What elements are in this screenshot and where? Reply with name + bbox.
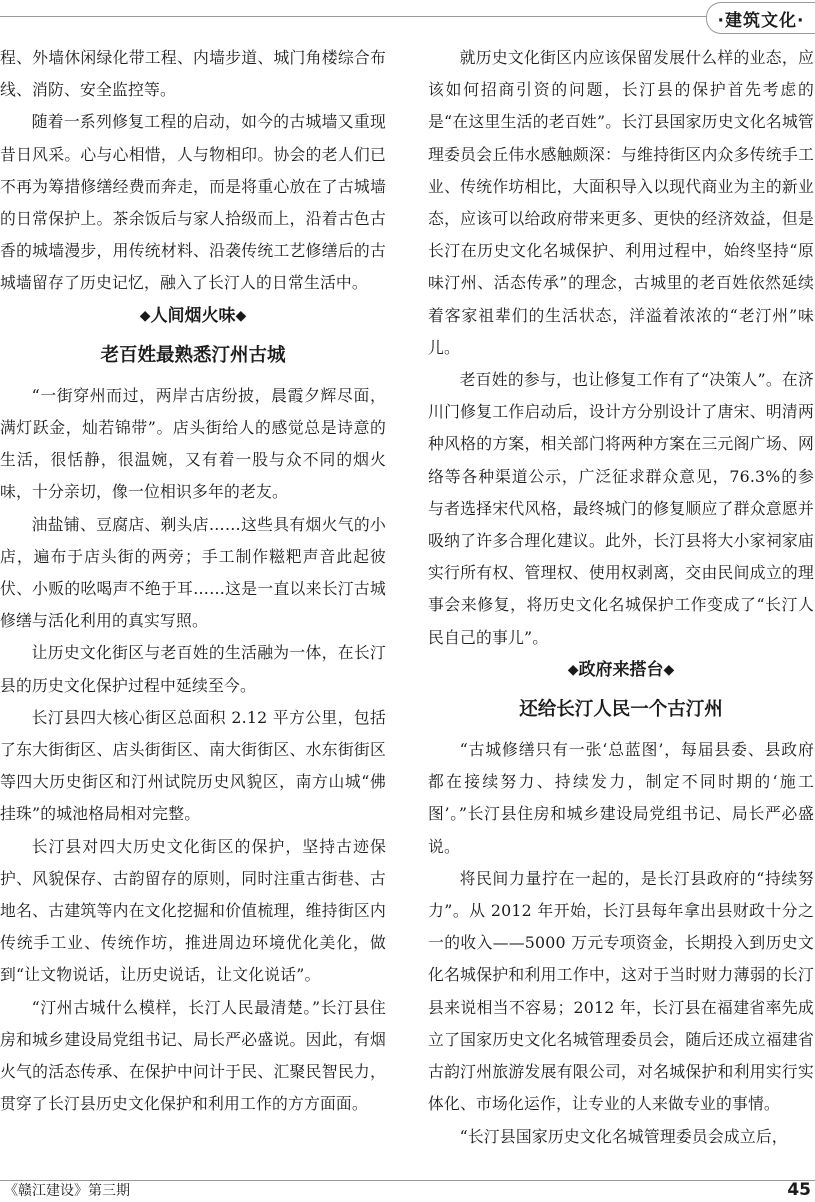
paragraph: “古城修缮只有一张‘总蓝图’，每届县委、县政府都在接续努力、持续发力，制定不同时期的‘施工图’。”长汀县住房和城乡建设局党组书记、局长严必盛说。	[428, 740, 814, 856]
header-rule	[0, 16, 712, 17]
paragraph: “一街穿州而过，两岸古店纷披，晨霞夕辉尽面，满灯跃金，灿若锦带”。店头街给人的感觉总是诗意的生活，很恬静，很温婉，又有着一股与众不同的烟火味，十分亲切，像一位相识多年的老友。	[0, 385, 386, 502]
section-headline: 老百姓最熟悉汀州古城	[100, 344, 286, 366]
section-tag: ·建筑文化·	[706, 2, 815, 34]
paragraph: 将民间力量拧在一起的，是长汀县政府的“持续努力”。从 2012 年开始，长汀县每年拿出县财政十分之一的收入——5000 万元专项资金，长期投入到历史文化名城保护和利用工作中，这对于当时财力薄弱的长汀县来说相当不容易；2012 年，长汀县在福建省率先成立了国家历史文化名城管理委员会，随后还成立福建省古韵汀州旅游发展有限公司，对名城保护和利用实行实体化、市场化运作，让专业的人来做专业的事情。	[428, 868, 814, 1114]
journal-name: 《赣江建设》第三期	[4, 1183, 130, 1199]
section-subheading	[0, 300, 386, 332]
paragraph: “长汀县国家历史文化名城管理委员会成立后，	[459, 1126, 788, 1146]
paragraph: 长汀县对四大历史文化街区的保护，坚持古迹保护、风貌保存、古韵留存的原则，同时注重古街巷、古地名、古建筑等内在文化挖掘和价值梳理，维持街区内传统手工业、传统作坊，推进周边环境优化美化，做到“让文物说话，让历史说话，让文化说话”。	[0, 836, 386, 985]
left-column	[0, 42, 386, 1121]
paragraph: 油盐铺、豆腐店、剃头店……这些具有烟火气的小店，遍布于店头街的两旁；手工制作糍粑声音此起彼伏、小贩的吆喝声不绝于耳……这是一直以来长汀古城修缮与活化利用的真实写照。	[0, 514, 386, 631]
diamond-icon: ◆	[235, 307, 247, 324]
paragraph: “汀州古城什么模样，长汀人民最清楚。”长汀县住房和城乡建设局党组书记、局长严必盛说。因此，有烟火气的活态传承、在保护中问计于民、汇聚民智民力，贯穿了长汀县历史文化保护和利用工作的方方面面。	[0, 997, 386, 1114]
diamond-icon: ◆	[663, 661, 675, 678]
page-number: 45	[787, 1180, 811, 1200]
subheading-text: 人间烟火味	[150, 305, 236, 326]
right-column	[428, 42, 814, 1153]
diamond-icon: ◆	[567, 661, 579, 678]
paragraph: 让历史文化街区与老百姓的生活融为一体，在长汀县的历史文化保护过程中延续至今。	[0, 643, 386, 695]
paragraph: 老百姓的参与，也让修复工作有了“决策人”。在济川门修复工作启动后，设计方分别设计了唐宋、明清两种风格的方案，相关部门将两种方案在三元阁广场、网络等各种渠道公示，广泛征求群众意见，76.3%的参与者选择宋代风格，最终城门的修复顺应了群众意愿并吸纳了许多合理化建议。此外，长汀县将大小家祠家庙实行所有权、管理权、使用权剥离，交由民间成立的理事会来修复，将历史文化名城保护工作变成了“长汀人民自己的事儿”。	[428, 370, 814, 647]
paragraph: 随着一系列修复工程的启动，如今的古城墙又重现昔日风采。心与心相惜，人与物相印。协会的老人们已不再为筹措修缮经费而奔走，而是将重心放在了古城墙的日常保护上。茶余饭后与家人拾级而上，沿着古色古香的城墙漫步，用传统材料、沿袭传统工艺修缮后的古城墙留存了历史记忆，融入了长汀人的日常生活中。	[0, 112, 386, 293]
paragraph: 就历史文化街区内应该保留发展什么样的业态，应该如何招商引资的问题，长汀县的保护首先考虑的是“在这里生活的老百姓”。长汀县国家历史文化名城管理委员会丘伟水感触颇深：与维持街区内众多传统手工业、传统作坊相比，大面积导入以现代商业为主的新业态，应该可以给政府带来更多、更快的经济效益，但是长汀在历史文化名城保护、利用过程中，始终坚持“原味汀州、活态传承”的理念，古城里的老百姓依然延续着客家祖辈们的生活状态，洋溢着浓浓的“老汀州”味儿。	[428, 48, 814, 357]
diamond-icon: ◆	[139, 307, 151, 324]
section-headline: 还给长汀人民一个古汀州	[519, 699, 723, 721]
subheading-text: 政府来搭台	[578, 659, 664, 680]
section-subheading	[428, 654, 814, 686]
paragraph: 长汀县四大核心街区总面积 2.12 平方公里，包括了东大街街区、店头街街区、南大街街区、水东街街区等四大历史街区和汀州试院历史风貌区，南方山城“佛挂珠”的城池格局相对完整。	[0, 707, 386, 824]
footer-rule	[0, 1180, 815, 1181]
paragraph: 程、外墙休闲绿化带工程、内墙步道、城门角楼综合布线、消防、安全监控等。	[0, 48, 386, 100]
